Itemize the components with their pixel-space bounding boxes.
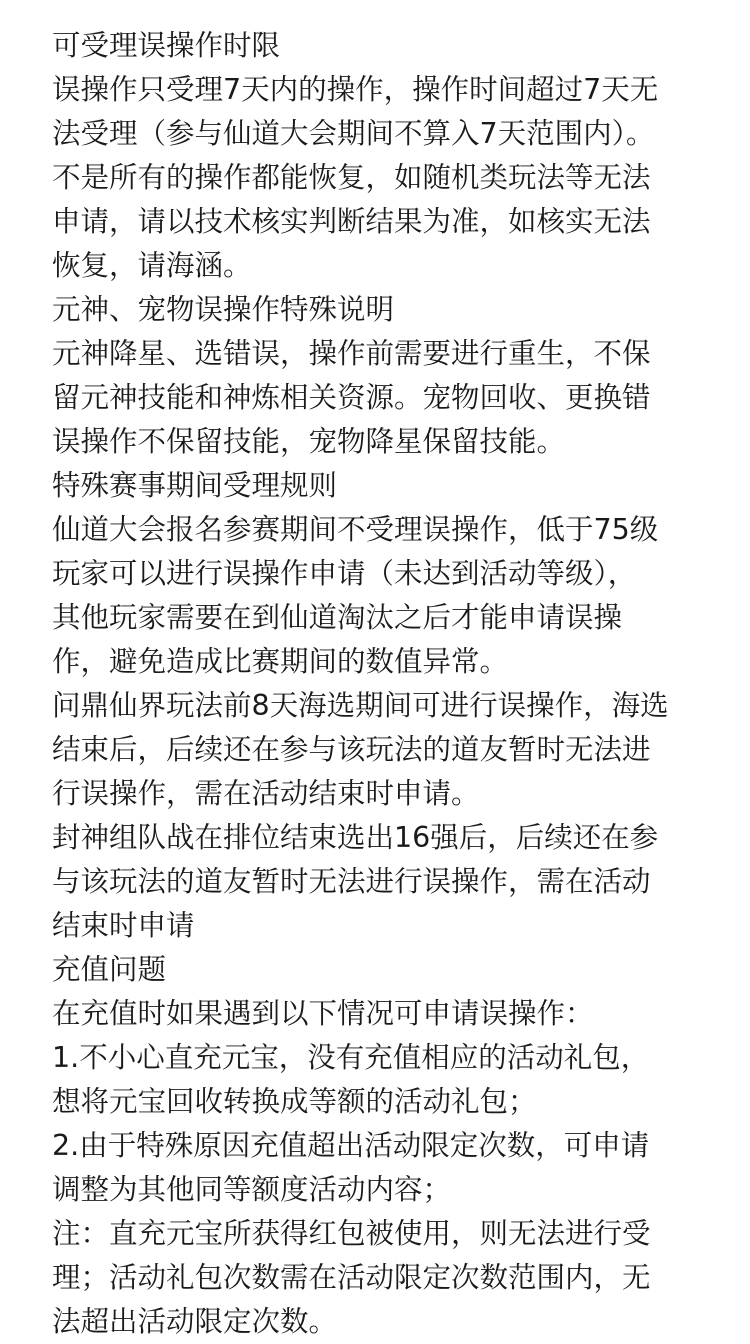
document-body	[52, 24, 742, 1344]
paragraph-line: 仙道大会报名参赛期间不受理误操作，低于75级	[52, 513, 659, 546]
paragraph-line: 不是所有的操作都能恢复，如随机类玩法等无法	[52, 161, 651, 194]
paragraph-line: 玩家可以进行误操作申请（未达到活动等级），	[52, 557, 637, 590]
paragraph-line: 在充值时如果遇到以下情况可申请误操作：	[52, 997, 594, 1030]
section-heading-recharge: 充值问题	[52, 953, 167, 986]
paragraph-line: 行误操作，需在活动结束时申请。	[52, 777, 480, 810]
paragraph-line: 作，避免造成比赛期间的数值异常。	[52, 645, 509, 678]
paragraph-line: 法受理（参与仙道大会期间不算入7天范围内）。	[52, 117, 655, 150]
section-heading-time-limit: 可受理误操作时限	[52, 29, 281, 62]
note-line: 理；活动礼包次数需在活动限定次数范围内，无	[52, 1261, 651, 1294]
section-heading-special-events: 特殊赛事期间受理规则	[52, 469, 338, 502]
paragraph-line: 元神降星、选错误，操作前需要进行重生，不保	[52, 337, 651, 370]
paragraph-line: 申请，请以技术核实判断结果为准，如核实无法	[52, 205, 651, 238]
note-line: 法超出活动限定次数。	[52, 1305, 338, 1338]
section-heading-yuanshen-pet: 元神、宠物误操作特殊说明	[52, 293, 395, 326]
paragraph-line: 想将元宝回收转换成等额的活动礼包；	[52, 1085, 537, 1118]
note-line: 注：直充元宝所获得红包被使用，则无法进行受	[52, 1217, 651, 1250]
paragraph-line: 封神组队战在排位结束选出16强后，后续还在参	[52, 821, 659, 854]
paragraph-line: 结束后，后续还在参与该玩法的道友暂时无法进	[52, 733, 651, 766]
paragraph-line: 问鼎仙界玩法前8天海选期间可进行误操作，海选	[52, 689, 669, 722]
paragraph-line: 留元神技能和神炼相关资源。宠物回收、更换错	[52, 381, 651, 414]
paragraph-line: 结束时申请	[52, 909, 195, 942]
paragraph-line: 误操作只受理7天内的操作，操作时间超过7天无	[52, 73, 659, 106]
list-item-1: 1.不小心直充元宝，没有充值相应的活动礼包，	[52, 1041, 650, 1074]
paragraph-line: 其他玩家需要在到仙道淘汰之后才能申请误操	[52, 601, 623, 634]
list-item-2: 2.由于特殊原因充值超出活动限定次数，可申请	[52, 1129, 650, 1162]
paragraph-line: 调整为其他同等额度活动内容；	[52, 1173, 452, 1206]
paragraph-line: 误操作不保留技能，宠物降星保留技能。	[52, 425, 566, 458]
paragraph-line: 与该玩法的道友暂时无法进行误操作，需在活动	[52, 865, 651, 898]
paragraph-line: 恢复，请海涵。	[52, 249, 252, 282]
